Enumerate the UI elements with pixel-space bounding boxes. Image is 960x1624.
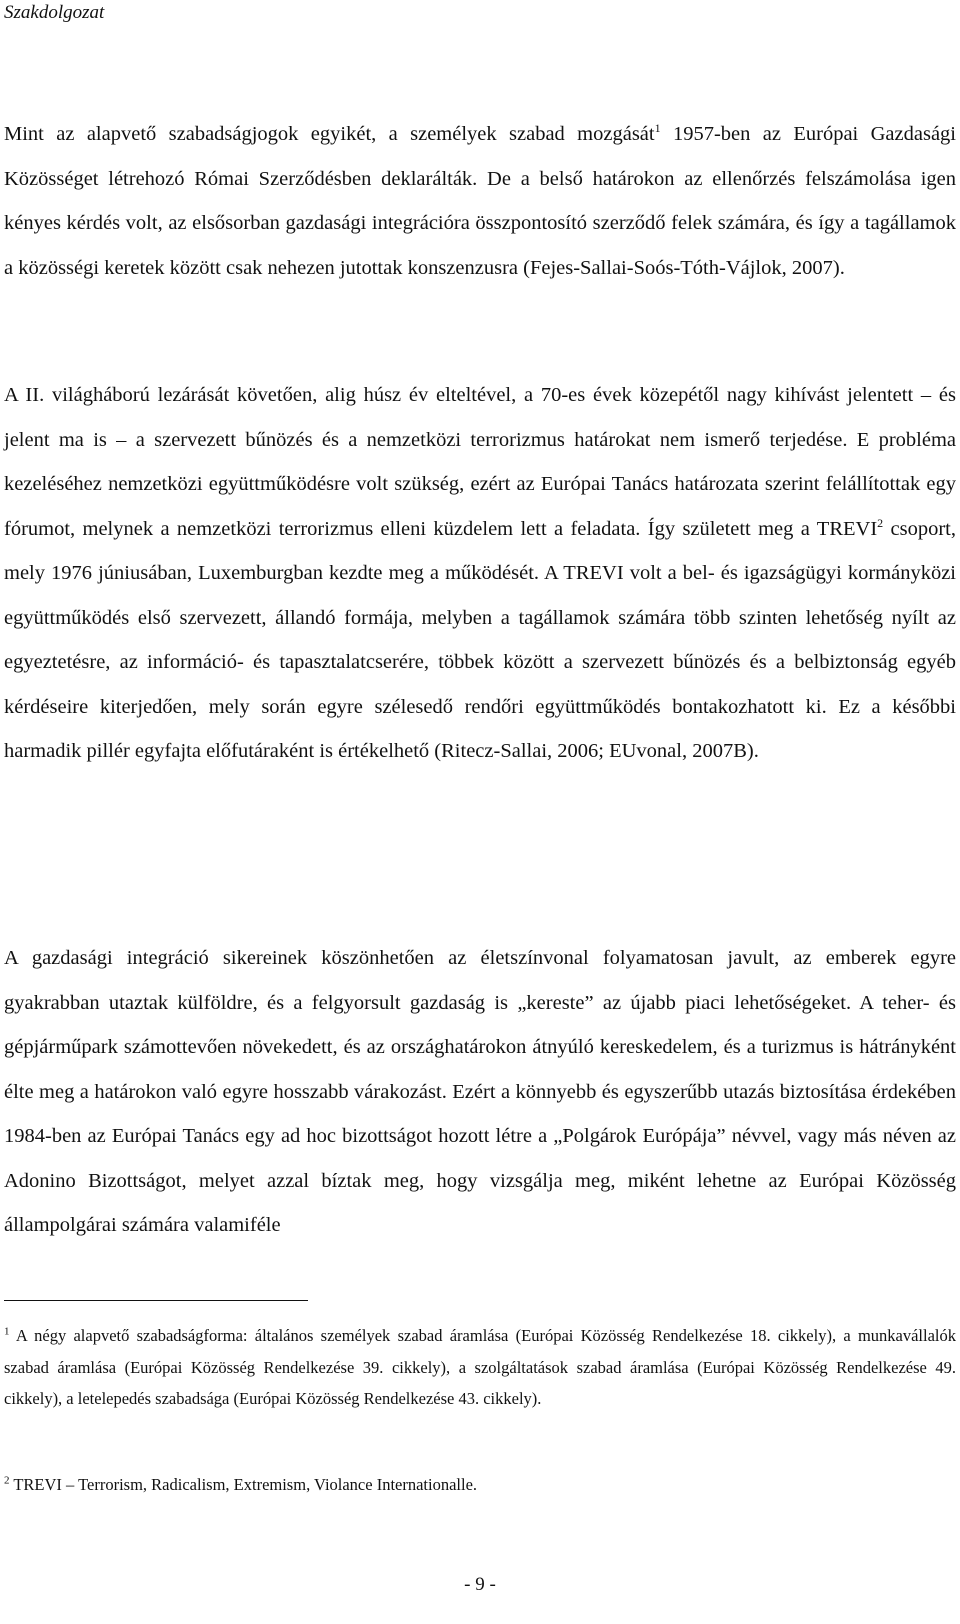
footnote-1-text: A négy alapvető szabadságforma: általános személyek szabad áramlása (Európai Közösség Rendelkezése 18. cikkely), a munkavállalók szabad áramlása (Európai Közösség Rendelkezése 39. cikkely), a szolgáltatások szabad áramlása (Európai Közösség Rendelkezése 49. cikkely), a letelepedés szabadsága (Európai Közösség Rendelkezése 43. cikkely). [4,1326,956,1408]
running-header: Szakdolgozat [4,2,105,23]
footnote-1 [4,1320,956,1415]
paragraph-2-text-a: A II. világháború lezárását követően, alig húsz év elteltével, a 70-es évek közepétől nagy kihívást jelentett – és jelent ma is – a szervezett bűnözés és a nemzetközi terrorizmus határokat nem ismerő terjedése. E probléma kezeléséhez nemzetközi együttműködésre volt szükség, ezért az Európai Tanács határozata szerint felállítottak egy fórumot, melynek a nemzetközi terrorizmus elleni küzdelem lett a feladata. Így született meg a TREVI [4,384,956,540]
paragraph-3-text: A gazdasági integráció sikereinek köszönhetően az életszínvonal folyamatosan javult, az emberek egyre gyakrabban utaztak külföldre, és a felgyorsult gazdaság is „kereste” az újabb piaci lehetőségeket. A teher- és gépjárműpark számottevően növekedett, és az országhatárokon átnyúló kereskedelem, és a turizmus is hátrányként élte meg a határokon való egyre hosszabb várakozást. Ezért a könnyebb és egyszerűbb utazás biztosítása érdekében 1984-ben az Európai Tanács egy ad hoc bizottságot hozott létre a „Polgárok Európája” névvel, vagy más néven az Adonino Bizottságot, melyet azzal bíztak meg, hogy vizsgálja meg, miként lehetne az Európai Közösség állampolgárai számára valamiféle [4,947,956,1236]
paragraph-1-text-b: 1957-ben az Európai Gazdasági Közösséget létrehozó Római Szerződésben deklarálták. De a belső határokon az ellenőrzés felszámolása igen kényes kérdés volt, az elsősorban gazdasági integrációra összpontosító szerződő felek számára, és így a tagállamok a közösségi keretek között csak nehezen jutottak konszenzusra (Fejes-Sallai-Soós-Tóth-Vájlok, 2007). [4,123,956,279]
paragraph-1-text-a: Mint az alapvető szabadságjogok egyikét, a személyek szabad mozgását [4,123,655,145]
page-number: - 9 - [464,1574,496,1595]
footnote-2 [4,1469,956,1501]
paragraph-2-text-b: csoport, mely 1976 júniusában, Luxemburgban kezdte meg a működését. A TREVI volt a bel- és igazságügyi kormányközi együttműködés első szervezett, állandó formája, melyben a tagállamok számára több szinten lehetőség nyílt az egyeztetésre, az információ- és tapasztalatcserére, többek között a szervezett bűnözés és a belbiztonság egyéb kérdéseire kiterjedően, mely során egyre szélesedő rendőri együttműködés bontakozhatott ki. Ez a későbbi harmadik pillér egyfajta előfutáraként is értékelhető (Ritecz-Sallai, 2006; EUvonal, 2007B). [4,517,956,762]
paragraph-3 [4,936,956,1248]
footnote-2-text: TREVI – Terrorism, Radicalism, Extremism, Violance Internationalle. [9,1475,478,1494]
footnote-ref-1[interactable]: 1 [654,121,661,136]
paragraph-2 [4,373,956,774]
footnote-2-number: 2 [4,1474,10,1487]
footnote-separator [4,1300,308,1301]
paragraph-1 [4,112,956,290]
footnote-1-number: 1 [4,1325,10,1338]
footnote-ref-2[interactable]: 2 [877,515,884,530]
